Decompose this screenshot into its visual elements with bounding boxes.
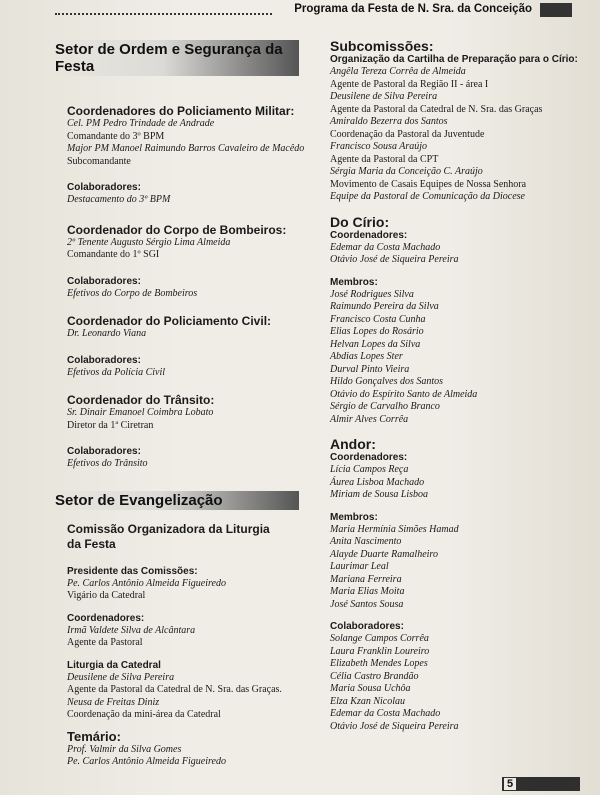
liturgia-heading: Liturgia da Catedral (67, 659, 161, 671)
list-line: Cel. PM Pedro Trindade de Andrade (67, 118, 215, 129)
list-line: Comandante do 1º SGI (67, 249, 160, 260)
page-number: 5 (504, 778, 516, 790)
name-item: Elias Lopes do Rosário (330, 326, 424, 337)
list-line: Vigário da Catedral (67, 590, 146, 601)
tr-heading: Coordenador do Trânsito: (67, 393, 215, 407)
list-line: Agente da Pastoral da CPT (330, 153, 439, 165)
name-item: Laurimar Leal (330, 561, 389, 572)
list-line: Deusilene de Silva Pereira (67, 671, 175, 683)
pc-heading: Coordenador do Policiamento Civil: (67, 314, 272, 328)
coordenadores-heading: Coordenadores: (67, 612, 145, 624)
cartilha-subtitle: Organização da Cartilha de Preparação para o Círio: (330, 54, 578, 65)
coordenadores-section (67, 613, 305, 650)
cb-colab (67, 276, 305, 301)
andor-membros-heading: Membros: (330, 511, 378, 523)
list-line: Sérgia Maria da Conceição C. Araújo (330, 166, 483, 177)
page-number-bar (502, 777, 580, 791)
pc-colab-text: Efetivos da Polícia Civil (67, 366, 166, 378)
name-item: Maria Elias Moita (330, 586, 405, 597)
header-title: Programa da Festa de N. Sra. da Conceição (294, 3, 532, 15)
cirio-title: Do Círio: (330, 213, 390, 230)
list-line: Deusilene de Silva Pereira (330, 91, 438, 102)
name-item: Célia Castro Brandão (330, 670, 419, 682)
cb-heading: Coordenador do Corpo de Bombeiros: (67, 222, 287, 237)
list-line: 2º Tenente Augusto Sérgio Lima Almeida (67, 236, 231, 248)
pm-colab-heading: Colaboradores: (67, 182, 141, 193)
right-column (330, 38, 580, 733)
list-line: Prof. Valmir da Silva Gomes (67, 743, 182, 755)
cirio-membros-list (330, 289, 580, 427)
presidente-lines (67, 578, 305, 603)
coordenadores-lines (67, 625, 305, 650)
tr-colab (67, 446, 305, 471)
list-line: Movimento de Casais Equipes de Nossa Senhora (330, 178, 527, 190)
sector-evangelizacao-title: Setor de Evangelização (51, 491, 299, 510)
liturgia-section (67, 660, 305, 722)
pm-lines (67, 118, 305, 168)
tr-colab-text: Efetivos do Trânsito (67, 458, 148, 469)
running-header (55, 3, 572, 19)
list-line: Angêla Tereza Corrêa de Almeida (330, 66, 466, 77)
name-item: Lícia Campos Reça (330, 464, 409, 475)
temario-lines (67, 744, 305, 769)
list-line: Diretor da 1ª Ciretran (67, 419, 154, 431)
name-item: Durval Pinto Vieira (330, 363, 410, 375)
name-item: Laura Franklin Loureiro (330, 645, 430, 657)
name-item: Otávio José de Siqueira Pereira (330, 254, 459, 265)
andor-coord-list (330, 464, 580, 502)
sector-ordem-title: Setor de Ordem e Segurança da Festa (51, 40, 299, 76)
tr-colab-heading: Colaboradores: (67, 446, 141, 457)
cb-section (67, 223, 305, 262)
pc-name: Dr. Leonardo Viana (67, 328, 147, 339)
temario-section (67, 730, 305, 769)
andor-colab-list (330, 633, 580, 733)
list-line: Comandante do 3º BPM (67, 130, 165, 142)
name-item: Alayde Duarte Ramalheiro (330, 548, 438, 560)
liturgia-lines (67, 672, 305, 722)
list-line: Coordenação da Pastoral da Juventude (330, 128, 485, 140)
name-item: Abdias Lopes Ster (330, 351, 403, 362)
name-item: Hildo Gonçalves dos Santos (330, 376, 444, 387)
tr-lines (67, 407, 305, 432)
name-item: Elizabeth Mendes Lopes (330, 658, 428, 669)
list-line: Pe. Carlos Antônio Almeida Figueiredo (67, 577, 226, 589)
andor-title: Andor: (330, 436, 376, 452)
andor-coord-heading: Coordenadores: (330, 452, 408, 463)
list-line: Subcomandante (67, 155, 131, 167)
list-line: Irmã Valdete Silva de Alcântara (67, 624, 196, 636)
andor-membros-list (330, 524, 580, 612)
pc-colab-heading: Colaboradores: (67, 354, 141, 366)
cb-colab-text: Efetivos do Corpo de Bombeiros (67, 287, 198, 299)
name-item: Francisco Costa Cunha (330, 313, 426, 325)
name-item: Anita Nascimento (330, 536, 402, 547)
name-item: Helvan Lopes da Silva (330, 338, 421, 350)
cirio-coord-list (330, 242, 580, 267)
presidente-heading: Presidente das Comissões: (67, 565, 198, 577)
name-item: Elza Kzan Nicolau (330, 695, 406, 707)
cb-lines (67, 237, 305, 262)
comissao-heading: Comissão Organizadora da Liturgia da Festa (67, 521, 270, 551)
pc-section (67, 314, 305, 341)
header-bar (540, 3, 572, 17)
list-line: Agente da Pastoral da Catedral de N. Sra. das Graças. (67, 684, 282, 695)
cartilha-lines (330, 66, 580, 204)
cirio-membros-heading: Membros: (330, 276, 378, 288)
name-item: Miriam de Sousa Lisboa (330, 489, 429, 500)
name-item: Maria Sousa Uchôa (330, 683, 411, 694)
list-line: Equipe da Pastoral de Comunicação da Diocese (330, 191, 525, 202)
temario-heading: Temário: (67, 728, 121, 744)
andor-colab-heading: Colaboradores: (330, 621, 404, 632)
name-item: José Santos Sousa (330, 598, 404, 610)
name-item: Maria Hermínia Simões Hamad (330, 523, 459, 535)
name-item: José Rodrigues Silva (330, 288, 414, 300)
name-item: Otávio do Espírito Santo de Almeida (330, 388, 478, 400)
pm-colab (67, 182, 305, 207)
name-item: Otávio José de Siqueira Pereira (330, 720, 459, 732)
cb-colab-heading: Colaboradores: (67, 275, 141, 287)
name-item: Áurea Lisboa Machado (330, 476, 425, 488)
pm-colab-text: Destacamento do 3º BPM (67, 194, 171, 205)
list-line: Agente da Pastoral da Catedral de N. Sra. das Graças (330, 103, 543, 115)
comissao-section (67, 522, 305, 552)
list-line: Major PM Manoel Raimundo Barros Cavaleiro de Macêdo (67, 143, 305, 154)
list-line: Pe. Carlos Antônio Almeida Figueiredo (67, 756, 226, 767)
name-item: Edemar da Costa Machado (330, 241, 441, 253)
list-line: Neusa de Freitas Diniz (67, 696, 160, 708)
cirio-coord-heading: Coordenadores: (330, 229, 408, 241)
list-line: Coordenação da mini-área da Catedral (67, 709, 221, 720)
pc-colab (67, 355, 305, 380)
pm-section (67, 104, 305, 168)
list-line: Agente da Pastoral (67, 637, 143, 648)
name-item: Edemar da Costa Machado (330, 708, 441, 719)
tr-section (67, 393, 305, 432)
name-item: Raimundo Pereira da Silva (330, 301, 439, 312)
header-dotted-rule (55, 13, 272, 15)
list-line: Amiraldo Bezerra dos Santos (330, 116, 448, 127)
name-item: Sérgio de Carvalho Branco (330, 401, 440, 412)
subcomissoes-title: Subcomissões: (330, 38, 434, 54)
left-column (55, 38, 305, 769)
name-item: Solange Campos Corrêa (330, 633, 429, 644)
name-item: Almir Alves Corrêa (330, 413, 409, 425)
list-line: Agente de Pastoral da Região II - área I (330, 78, 489, 90)
pm-heading: Coordenadores do Policiamento Militar: (67, 104, 295, 118)
name-item: Mariana Ferreira (330, 573, 402, 585)
list-line: Francisco Sousa Araújo (330, 141, 428, 152)
list-line: Sr. Dinair Emanoel Coimbra Lobato (67, 407, 214, 418)
presidente-section (67, 566, 305, 603)
